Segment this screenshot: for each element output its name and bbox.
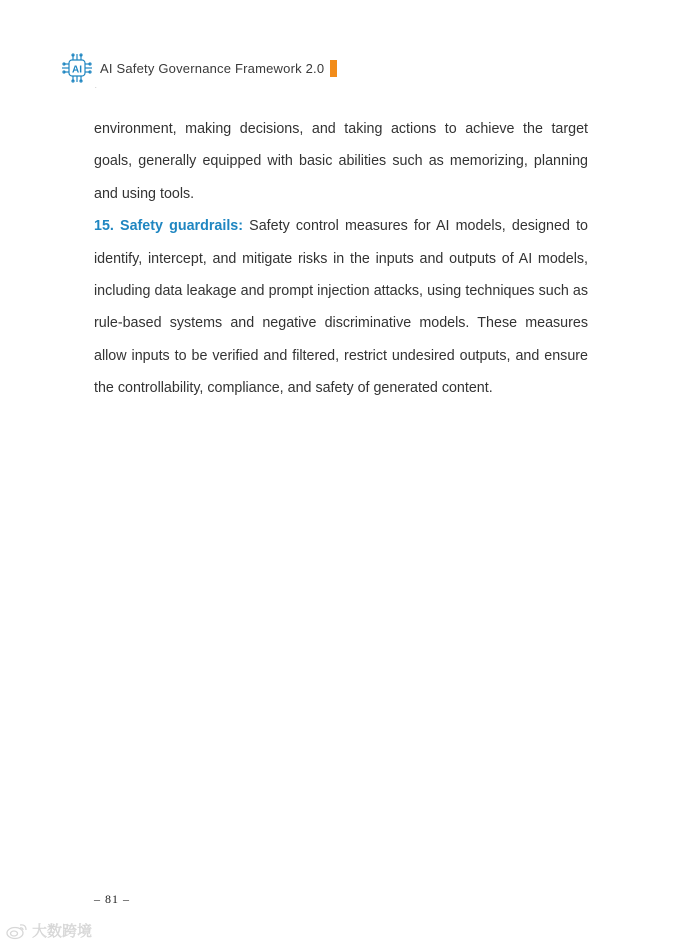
logo-text: AI xyxy=(72,64,82,76)
main-content xyxy=(94,113,588,405)
definition-term: 15. Safety guardrails: xyxy=(94,218,244,235)
definition-item-15 xyxy=(94,210,588,404)
watermark-text: 大数跨境 xyxy=(32,922,93,940)
header-dot: . xyxy=(95,84,97,90)
page-number: – 81 – xyxy=(94,892,130,906)
definition-text: Safety control measures for AI models, designed to identify, intercept, and mitigate risks in the inputs and outputs of AI models, including data leakage and prompt injection attacks, using techniques such as rule-based systems and negative discriminative models. These measures allow inputs to be verified and filtered, restrict undesired outputs, and ensure the controllability, compliance, and safety of generated content. xyxy=(94,218,588,397)
header-accent-bar xyxy=(330,60,337,77)
ai-chip-logo-icon xyxy=(60,52,94,84)
page-header xyxy=(60,52,337,84)
document-title: AI Safety Governance Framework 2.0 xyxy=(100,60,325,76)
watermark xyxy=(5,920,92,941)
continuation-paragraph: environment, making decisions, and taking actions to achieve the target goals, generally equipped with basic abilities such as memorizing, planning and using tools. xyxy=(94,121,588,202)
weibo-icon xyxy=(5,922,29,940)
